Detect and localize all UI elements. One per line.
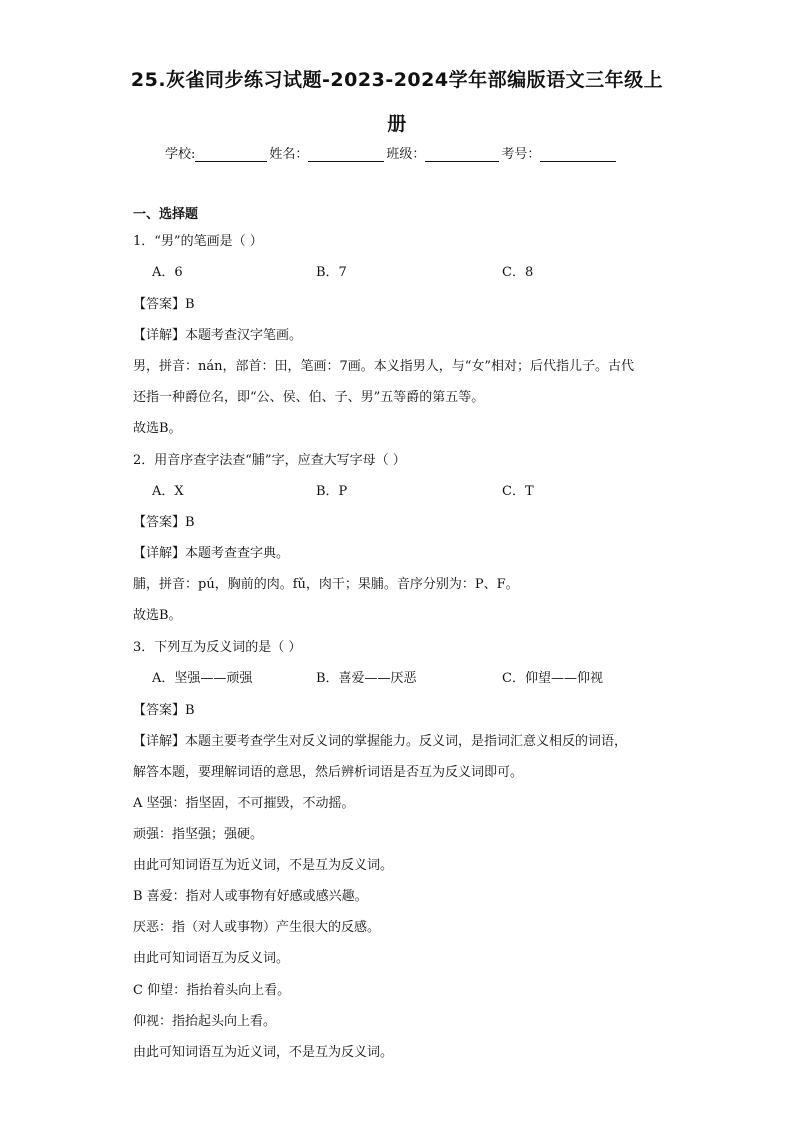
question-3-a-definition-2: 顽强：指坚强；强硬。 [133, 827, 264, 842]
exam-number-field [501, 143, 618, 162]
question-1-stem: 1．“男”的笔画是（ ） [133, 234, 263, 249]
school-label: 学校: [165, 147, 196, 162]
question-3-b-conclusion: 由此可知词语互为反义词。 [133, 951, 290, 966]
question-2-conclusion: 故选B。 [133, 608, 182, 623]
question-3-detail-line1: 【详解】本题主要考查学生对反义词的掌握能力。反义词，是指词汇意义相反的词语， [133, 734, 628, 749]
school-blank [195, 147, 267, 162]
exam-number-blank [540, 147, 616, 162]
question-3-detail-line2: 解答本题，要理解词语的意思，然后辨析词语是否互为反义词即可。 [133, 765, 524, 780]
question-1-explanation-line2: 还指一种爵位名，即“公、侯、伯、子、男”五等爵的第五等。 [133, 390, 485, 405]
question-3-c-conclusion: 由此可知词语互为近义词，不是互为反义词。 [133, 1045, 394, 1060]
document-title-line2: 册 [387, 113, 407, 135]
question-1-option-a: A．6 [152, 265, 183, 280]
name-blank [308, 147, 384, 162]
question-3-c-definition-2: 仰视：指抬起头向上看。 [133, 1014, 277, 1029]
question-1-option-b: B．7 [316, 265, 347, 280]
name-field [269, 143, 386, 162]
name-label: 姓名： [269, 147, 309, 162]
question-3-a-conclusion: 由此可知词语互为近义词，不是互为反义词。 [133, 858, 394, 873]
class-label: 班级： [386, 147, 426, 162]
question-3-c-definition-1: C 仰望：指抬着头向上看。 [133, 983, 291, 998]
class-field [386, 143, 501, 162]
question-2-answer: 【答案】B [133, 515, 195, 530]
question-2-option-b: B．P [316, 484, 348, 499]
student-info-line [165, 143, 618, 162]
question-1-explanation-line1: 男，拼音：nán，部首：田，笔画：7画。本义指男人，与“女”相对；后代指儿子。古代 [133, 359, 635, 374]
question-3-option-a: A．坚强——顽强 [152, 671, 253, 686]
question-1-answer: 【答案】B [133, 297, 195, 312]
document-title-line1: 25.灰雀同步练习试题-2023-2024学年部编版语文三年级上 [130, 69, 664, 91]
question-3-stem: 3．下列互为反义词的是（ ） [133, 640, 302, 655]
question-1-detail: 【详解】本题考查汉字笔画。 [133, 328, 303, 343]
question-3-option-b: B．喜爱——厌恶 [316, 671, 417, 686]
question-2-explanation: 脯，拼音：pú，胸前的肉。fǔ，肉干；果脯。音序分别为：P、F。 [133, 577, 519, 592]
question-2-stem: 2．用音序查字法查“脯”字，应查大写字母（ ） [133, 453, 406, 468]
section-heading: 一、选择题 [133, 207, 199, 222]
question-1-conclusion: 故选B。 [133, 421, 182, 436]
school-field [165, 143, 269, 162]
question-3-b-definition-1: B 喜爱：指对人或事物有好感或感兴趣。 [133, 889, 368, 904]
question-3-answer: 【答案】B [133, 703, 195, 718]
question-2-option-a: A．X [152, 484, 184, 499]
question-3-b-definition-2: 厌恶：指（对人或事物）产生很大的反感。 [133, 920, 381, 935]
question-2-option-c: C．T [502, 484, 534, 499]
question-3-a-definition-1: A 坚强：指坚固，不可摧毁，不动摇。 [133, 796, 355, 811]
question-1-option-c: C．8 [502, 265, 534, 280]
exam-number-label: 考号： [501, 147, 541, 162]
class-blank [425, 147, 499, 162]
question-2-detail: 【详解】本题考查查字典。 [133, 546, 290, 561]
question-3-option-c: C．仰望——仰视 [502, 671, 603, 686]
